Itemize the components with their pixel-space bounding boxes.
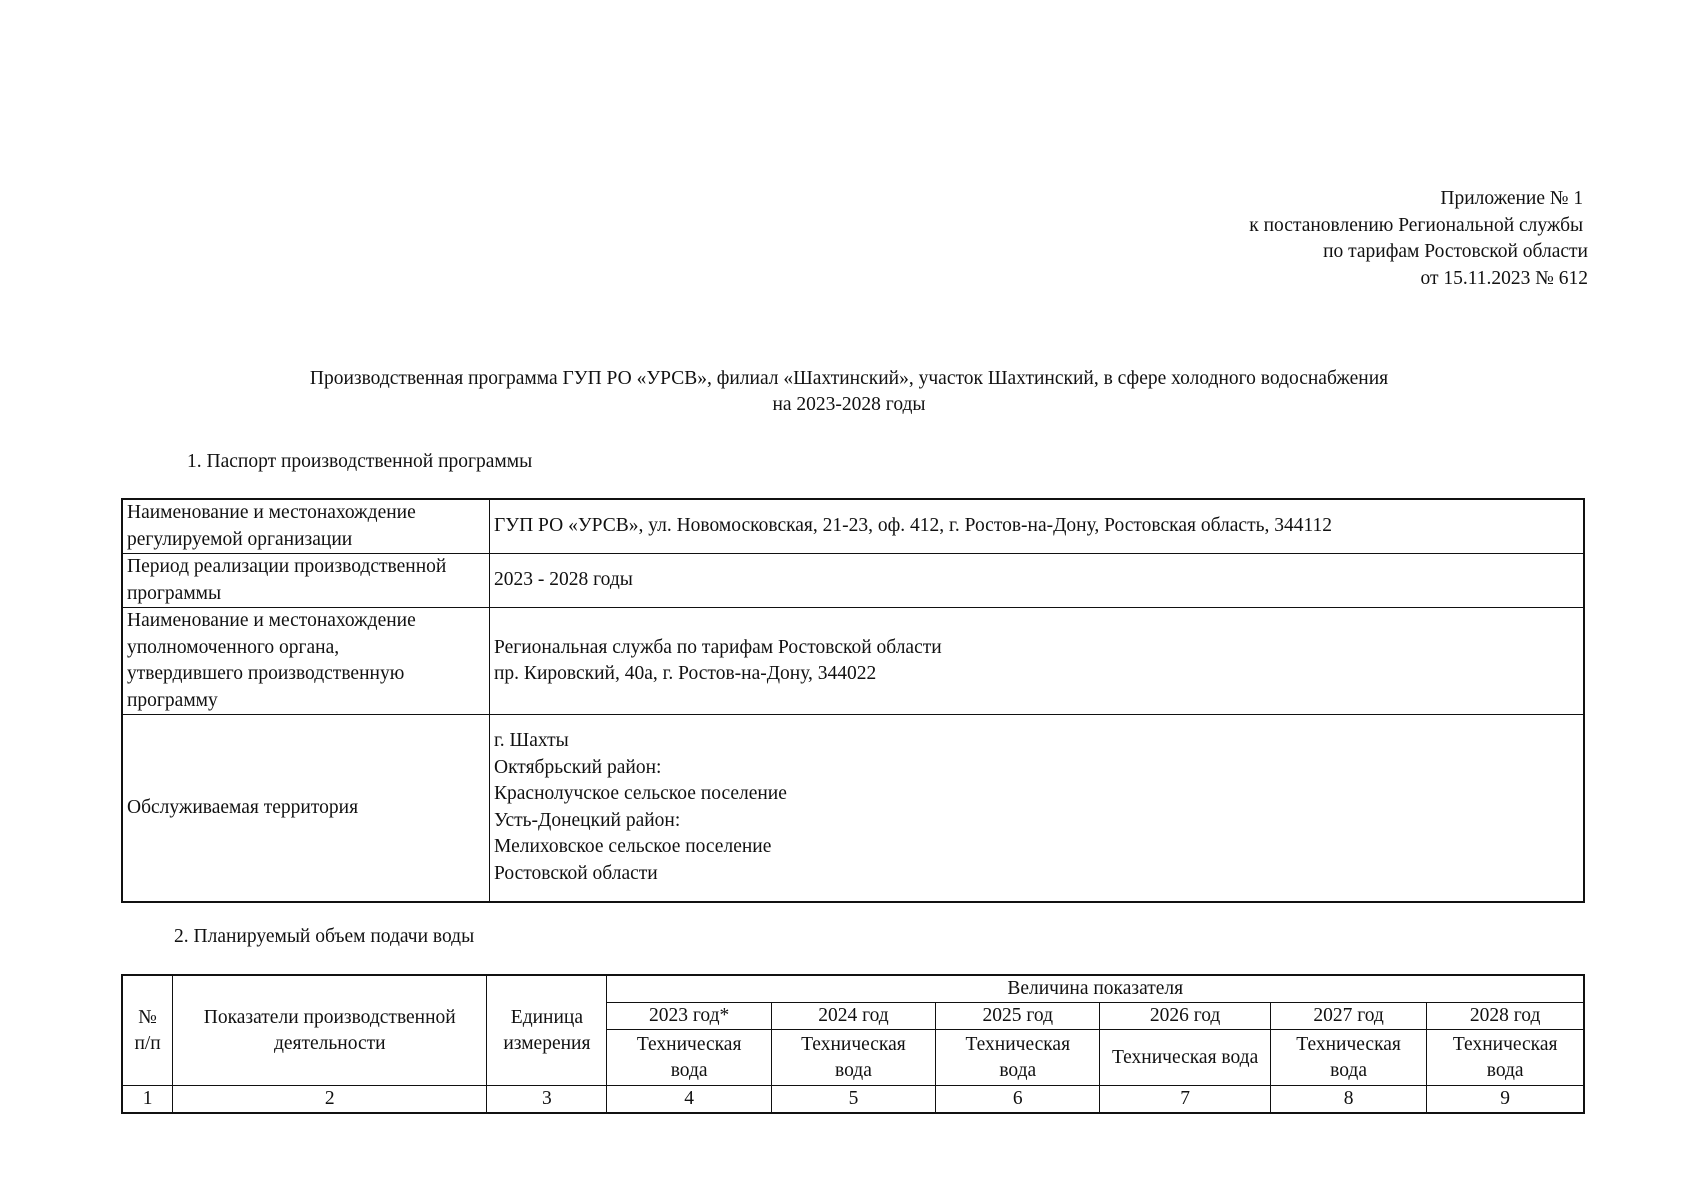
- appendix-line: от 15.11.2023 № 612: [1420, 267, 1588, 289]
- column-number-cell: 2: [173, 1086, 487, 1114]
- header-num: № п/п: [122, 975, 173, 1086]
- row-value: г. Шахты Октябрьский район: Краснолучское сельское поселение Усть-Донецкий район: Мелиховское сельское поселение Ростовской области: [490, 715, 1585, 902]
- header-year: 2027 год: [1270, 1003, 1427, 1030]
- water-volume-table: [121, 974, 1585, 1114]
- appendix-line: к постановлению Региональной службы: [1249, 214, 1588, 236]
- row-label: Обслуживаемая территория: [122, 715, 490, 902]
- header-year: 2023 год*: [607, 1003, 771, 1030]
- document-title: [0, 366, 1698, 418]
- header-year: 2028 год: [1427, 1003, 1584, 1030]
- header-water-type: Техническая вода: [1270, 1030, 1427, 1086]
- header-year: 2026 год: [1100, 1003, 1270, 1030]
- column-number-cell: 6: [936, 1086, 1100, 1114]
- table-row: [122, 715, 1584, 902]
- table-row: [122, 608, 1584, 715]
- column-number-cell: 4: [607, 1086, 771, 1114]
- header-indicator: Показатели производственной деятельности: [173, 975, 487, 1086]
- header-water-type: Техническая вода: [1100, 1030, 1270, 1086]
- section-heading-passport: 1. Паспорт производственной программы: [187, 451, 533, 472]
- column-number-cell: 8: [1270, 1086, 1427, 1114]
- appendix-reference: [1249, 186, 1588, 292]
- column-number-cell: 5: [771, 1086, 935, 1114]
- document-title-line: Производственная программа ГУП РО «УРСВ», филиал «Шахтинский», участок Шахтинский, в сфере холодного водоснабжения: [309, 368, 1389, 389]
- header-year: 2025 год: [936, 1003, 1100, 1030]
- row-value: Региональная служба по тарифам Ростовской области пр. Кировский, 40а, г. Ростов-на-Дону, 344022: [490, 608, 1585, 715]
- row-label: Наименование и местонахождение регулируемой организации: [122, 499, 490, 554]
- header-water-type: Техническая вода: [607, 1030, 771, 1086]
- row-label: Наименование и местонахождение уполномоченного органа, утвердившего производственную программу: [122, 608, 490, 715]
- table-row: [122, 1086, 1584, 1114]
- passport-table: [121, 498, 1585, 903]
- row-value: 2023 - 2028 годы: [490, 554, 1585, 608]
- column-number-cell: 9: [1427, 1086, 1584, 1114]
- header-water-type: Техническая вода: [771, 1030, 935, 1086]
- appendix-line: Приложение № 1: [1440, 188, 1588, 209]
- document-title-line: на 2023-2028 годы: [772, 394, 926, 415]
- table-row: [122, 499, 1584, 554]
- header-unit: Единица измерения: [487, 975, 607, 1086]
- table-row: [122, 554, 1584, 608]
- header-water-type: Техническая вода: [1427, 1030, 1584, 1086]
- column-number-cell: 3: [487, 1086, 607, 1114]
- column-number-cell: 1: [122, 1086, 173, 1114]
- table-header-row: [122, 975, 1584, 1003]
- appendix-line: по тарифам Ростовской области: [1323, 241, 1588, 262]
- column-number-cell: 7: [1100, 1086, 1270, 1114]
- header-year: 2024 год: [771, 1003, 935, 1030]
- row-label: Период реализации производственной программы: [122, 554, 490, 608]
- header-water-type: Техническая вода: [936, 1030, 1100, 1086]
- section-heading-water-volume: 2. Планируемый объем подачи воды: [174, 926, 475, 947]
- header-value-group: Величина показателя: [607, 975, 1584, 1003]
- row-value: ГУП РО «УРСВ», ул. Новомосковская, 21-23, оф. 412, г. Ростов-на-Дону, Ростовская область, 344112: [490, 499, 1585, 554]
